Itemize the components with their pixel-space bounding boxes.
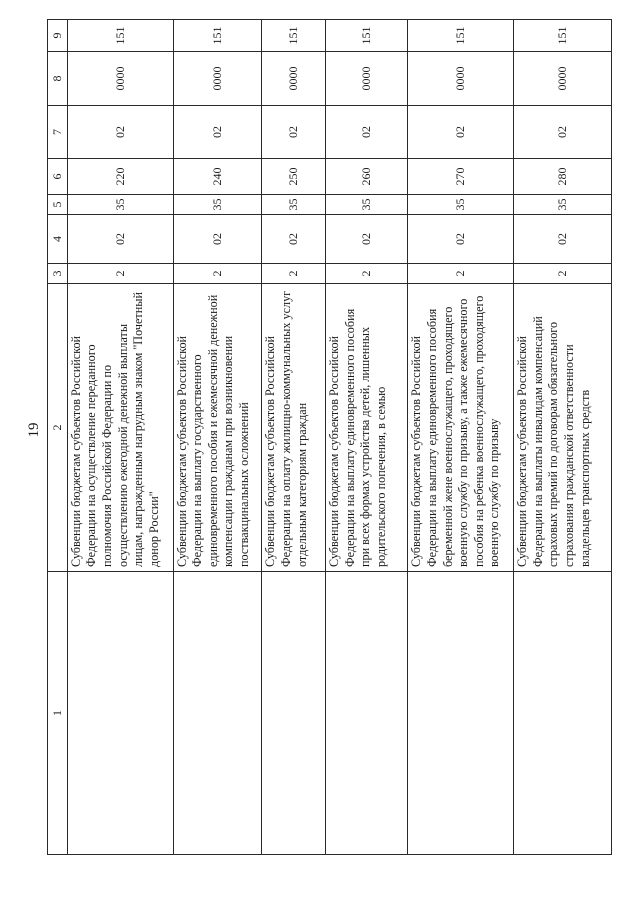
code-cell: 2 (326, 264, 408, 284)
header-cell: 2 (48, 284, 68, 572)
page-number: 19 (26, 422, 42, 438)
code-cell: 35 (67, 195, 173, 215)
header-cell: 9 (48, 20, 68, 52)
table-row (514, 20, 612, 855)
table-row (173, 20, 262, 855)
code-cell: 0000 (514, 52, 612, 106)
code-cell: 02 (326, 106, 408, 159)
code-cell: 151 (67, 20, 173, 52)
code-cell: 270 (408, 159, 514, 195)
code-cell: 2 (514, 264, 612, 284)
code-column-cell (67, 572, 173, 855)
rotated-table-container (47, 20, 612, 855)
code-cell: 02 (408, 215, 514, 264)
code-cell: 0000 (173, 52, 262, 106)
code-cell: 35 (514, 195, 612, 215)
code-cell: 280 (514, 159, 612, 195)
table-row (326, 20, 408, 855)
code-cell: 250 (262, 159, 326, 195)
code-cell: 35 (173, 195, 262, 215)
code-cell: 0000 (67, 52, 173, 106)
code-column-cell (326, 572, 408, 855)
code-column-cell (262, 572, 326, 855)
code-cell: 2 (262, 264, 326, 284)
table-row (262, 20, 326, 855)
table-row (67, 20, 173, 855)
description-cell: Субвенции бюджетам субъектов Российской Федерации на выплаты инвалидам компенсаций страховых премий по договорам обязательного страхования гражданской ответственности владельцев транспортных средств (514, 284, 612, 572)
header-cell: 6 (48, 159, 68, 195)
header-cell: 5 (48, 195, 68, 215)
code-cell: 151 (514, 20, 612, 52)
code-cell: 02 (67, 215, 173, 264)
code-cell: 0000 (262, 52, 326, 106)
code-column-cell (514, 572, 612, 855)
code-cell: 02 (514, 215, 612, 264)
description-cell: Субвенции бюджетам субъектов Российской Федерации на оплату жилищно-коммунальных услуг отдельным категориям граждан (262, 284, 326, 572)
header-cell: 3 (48, 264, 68, 284)
code-cell: 2 (408, 264, 514, 284)
code-cell: 2 (173, 264, 262, 284)
code-cell: 260 (326, 159, 408, 195)
description-cell: Субвенции бюджетам субъектов Российской Федерации на осуществление переданного полномочия Российской Федерации по осуществлению ежегодной денежной выплаты лицам, награжденным нагрудным знаком "Почетный донор России" (67, 284, 173, 572)
code-cell: 151 (262, 20, 326, 52)
header-cell: 7 (48, 106, 68, 159)
code-column-cell (173, 572, 262, 855)
code-column-cell (408, 572, 514, 855)
table-header-row (48, 20, 68, 855)
code-cell: 0000 (326, 52, 408, 106)
code-cell: 02 (173, 106, 262, 159)
budget-classification-table (47, 19, 612, 855)
header-cell: 8 (48, 52, 68, 106)
code-cell: 220 (67, 159, 173, 195)
code-cell: 35 (326, 195, 408, 215)
code-cell: 35 (408, 195, 514, 215)
description-cell: Субвенции бюджетам субъектов Российской Федерации на выплату государственного единовременного пособия и ежемесячной денежной компенсации гражданам при возникновении поствакцинальных осложнений (173, 284, 262, 572)
code-cell: 151 (173, 20, 262, 52)
description-cell: Субвенции бюджетам субъектов Российской Федерации на выплату единовременного пособия беременной жене военнослужащего, проходящего военную службу по призыву, а также ежемесячного пособия на ребенка военнослужащего, проходящего военную службу по призыву (408, 284, 514, 572)
code-cell: 02 (173, 215, 262, 264)
code-cell: 02 (262, 106, 326, 159)
table-row (408, 20, 514, 855)
code-cell: 151 (326, 20, 408, 52)
code-cell: 35 (262, 195, 326, 215)
code-cell: 240 (173, 159, 262, 195)
header-cell: 4 (48, 215, 68, 264)
header-cell: 1 (48, 572, 68, 855)
code-cell: 0000 (408, 52, 514, 106)
description-cell: Субвенции бюджетам субъектов Российской Федерации на выплату единовременного пособия при всех формах устройства детей, лишенных родительского попечения, в семью (326, 284, 408, 572)
code-cell: 02 (408, 106, 514, 159)
code-cell: 151 (408, 20, 514, 52)
code-cell: 02 (326, 215, 408, 264)
code-cell: 02 (67, 106, 173, 159)
code-cell: 02 (262, 215, 326, 264)
code-cell: 2 (67, 264, 173, 284)
code-cell: 02 (514, 106, 612, 159)
